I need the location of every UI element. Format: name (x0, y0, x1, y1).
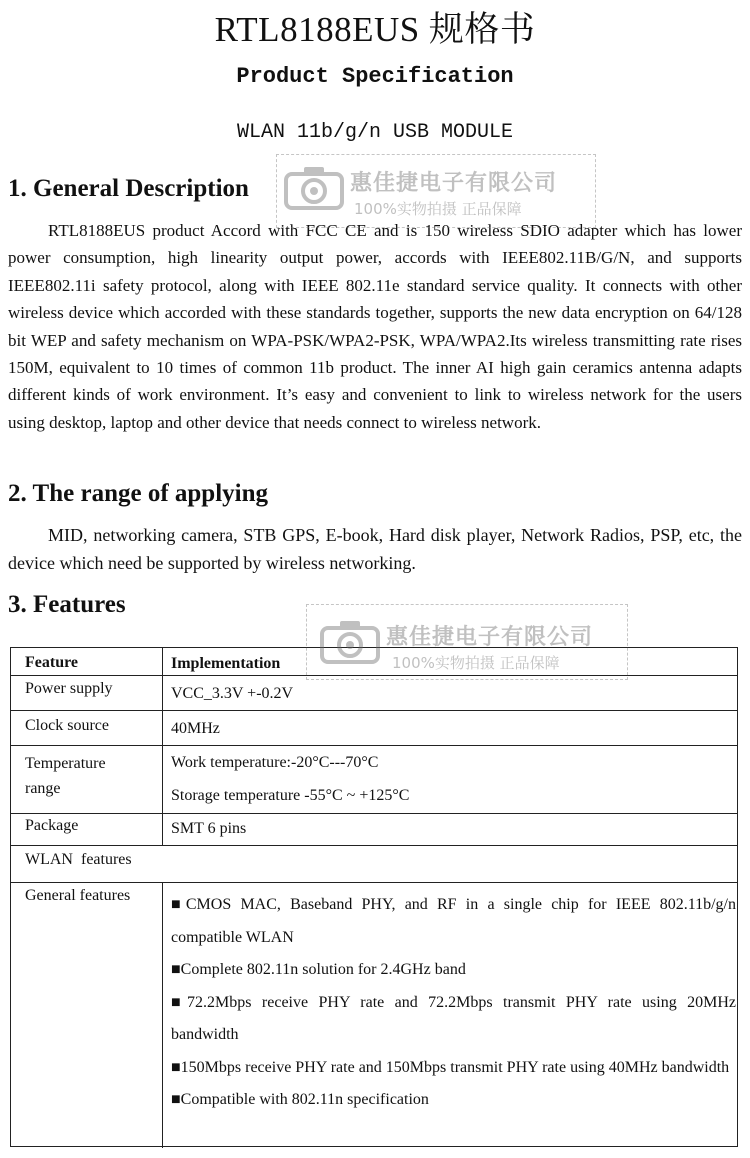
table-column-divider (162, 648, 163, 845)
row-clock-source-label: Clock source (25, 717, 109, 734)
watermark-company: 惠佳捷电子有限公司 (350, 171, 558, 196)
features-table (10, 647, 738, 1147)
table-row-divider (11, 710, 737, 711)
section-heading-range-of-applying: 2. The range of applying (8, 480, 268, 507)
row-temperature-work: Work temperature:-20°C---70°C (171, 754, 379, 771)
general-feature-item: ■CMOS MAC, Baseband PHY, and RF in a single chip for IEEE 802.11b/g/n compatible WLAN (171, 896, 736, 946)
watermark-company: 惠佳捷电子有限公司 (386, 625, 594, 650)
row-temperature-label-line1: Temperature (25, 755, 106, 772)
table-row-divider (11, 845, 737, 846)
row-temperature-label-line2: range (25, 780, 61, 797)
general-feature-item: ■72.2Mbps receive PHY rate and 72.2Mbps transmit PHY rate using 20MHz bandwidth (171, 993, 736, 1043)
row-wlan-features: WLAN features (25, 851, 132, 868)
row-package-value: SMT 6 pins (171, 820, 247, 837)
table-header-implementation: Implementation (171, 655, 281, 672)
section-heading-general-description: 1. General Description (8, 175, 249, 202)
table-row-divider (11, 675, 737, 676)
watermark-tagline: 100%实物拍摄 正品保障 (392, 654, 560, 672)
table-row-divider (11, 745, 737, 746)
section-heading-features: 3. Features (8, 591, 126, 618)
watermark-tagline: 100%实物拍摄 正品保障 (354, 200, 522, 218)
table-column-divider (162, 882, 163, 1148)
general-description-paragraph: RTL8188EUS product Accord with FCC CE and is 150 wireless SDIO adapter which has lower power consumption, high linearity output power, accords with IEEE802.11B/G/N, and supports IEEE802.11i safety protocol, along with IEEE 802.11e standard service quality. It connects with other wireless device which accorded with these standards together, supports the new data encryption on 64/128 bit WEP and safety mechanism on WPA-PSK/WPA2-PSK, WPA/WPA2.Its wireless transmitting rate rises 150M, equivalent to 10 times of common 11b product. The inner AI high gain ceramics antenna adapts different kinds of work environment. It’s easy and convenient to link to wireless network for the users using desktop, laptop and other device that needs connect to wireless network. (8, 221, 742, 432)
table-header-feature: Feature (25, 654, 79, 671)
row-clock-source-value: 40MHz (171, 720, 220, 737)
general-features-list (171, 889, 736, 1117)
general-feature-item: ■150Mbps receive PHY rate and 150Mbps transmit PHY rate using 40MHz bandwidth (171, 1058, 730, 1076)
general-feature-item: ■Complete 802.11n solution for 2.4GHz band (171, 961, 466, 978)
row-temperature-storage: Storage temperature -55°C ~ +125°C (171, 787, 410, 804)
module-name: WLAN 11b/g/n USB MODULE (236, 121, 514, 144)
document-subtitle: Product Specification (236, 64, 514, 89)
range-of-applying-paragraph: MID, networking camera, STB GPS, E-book, Hard disk player, Network Radios, PSP, etc, the device which need be supported by wireless networking. (8, 525, 742, 573)
table-row-divider (11, 813, 737, 814)
row-power-supply-label: Power supply (25, 680, 113, 697)
table-row-divider (11, 882, 737, 883)
document-title: RTL8188EUS 规格书 (214, 10, 536, 49)
camera-icon (284, 164, 344, 210)
general-feature-item: ■Compatible with 802.11n specification (171, 1091, 429, 1108)
row-power-supply-value: VCC_3.3V +-0.2V (171, 685, 294, 702)
row-package-label: Package (25, 817, 79, 834)
row-general-features-label: General features (25, 887, 131, 904)
